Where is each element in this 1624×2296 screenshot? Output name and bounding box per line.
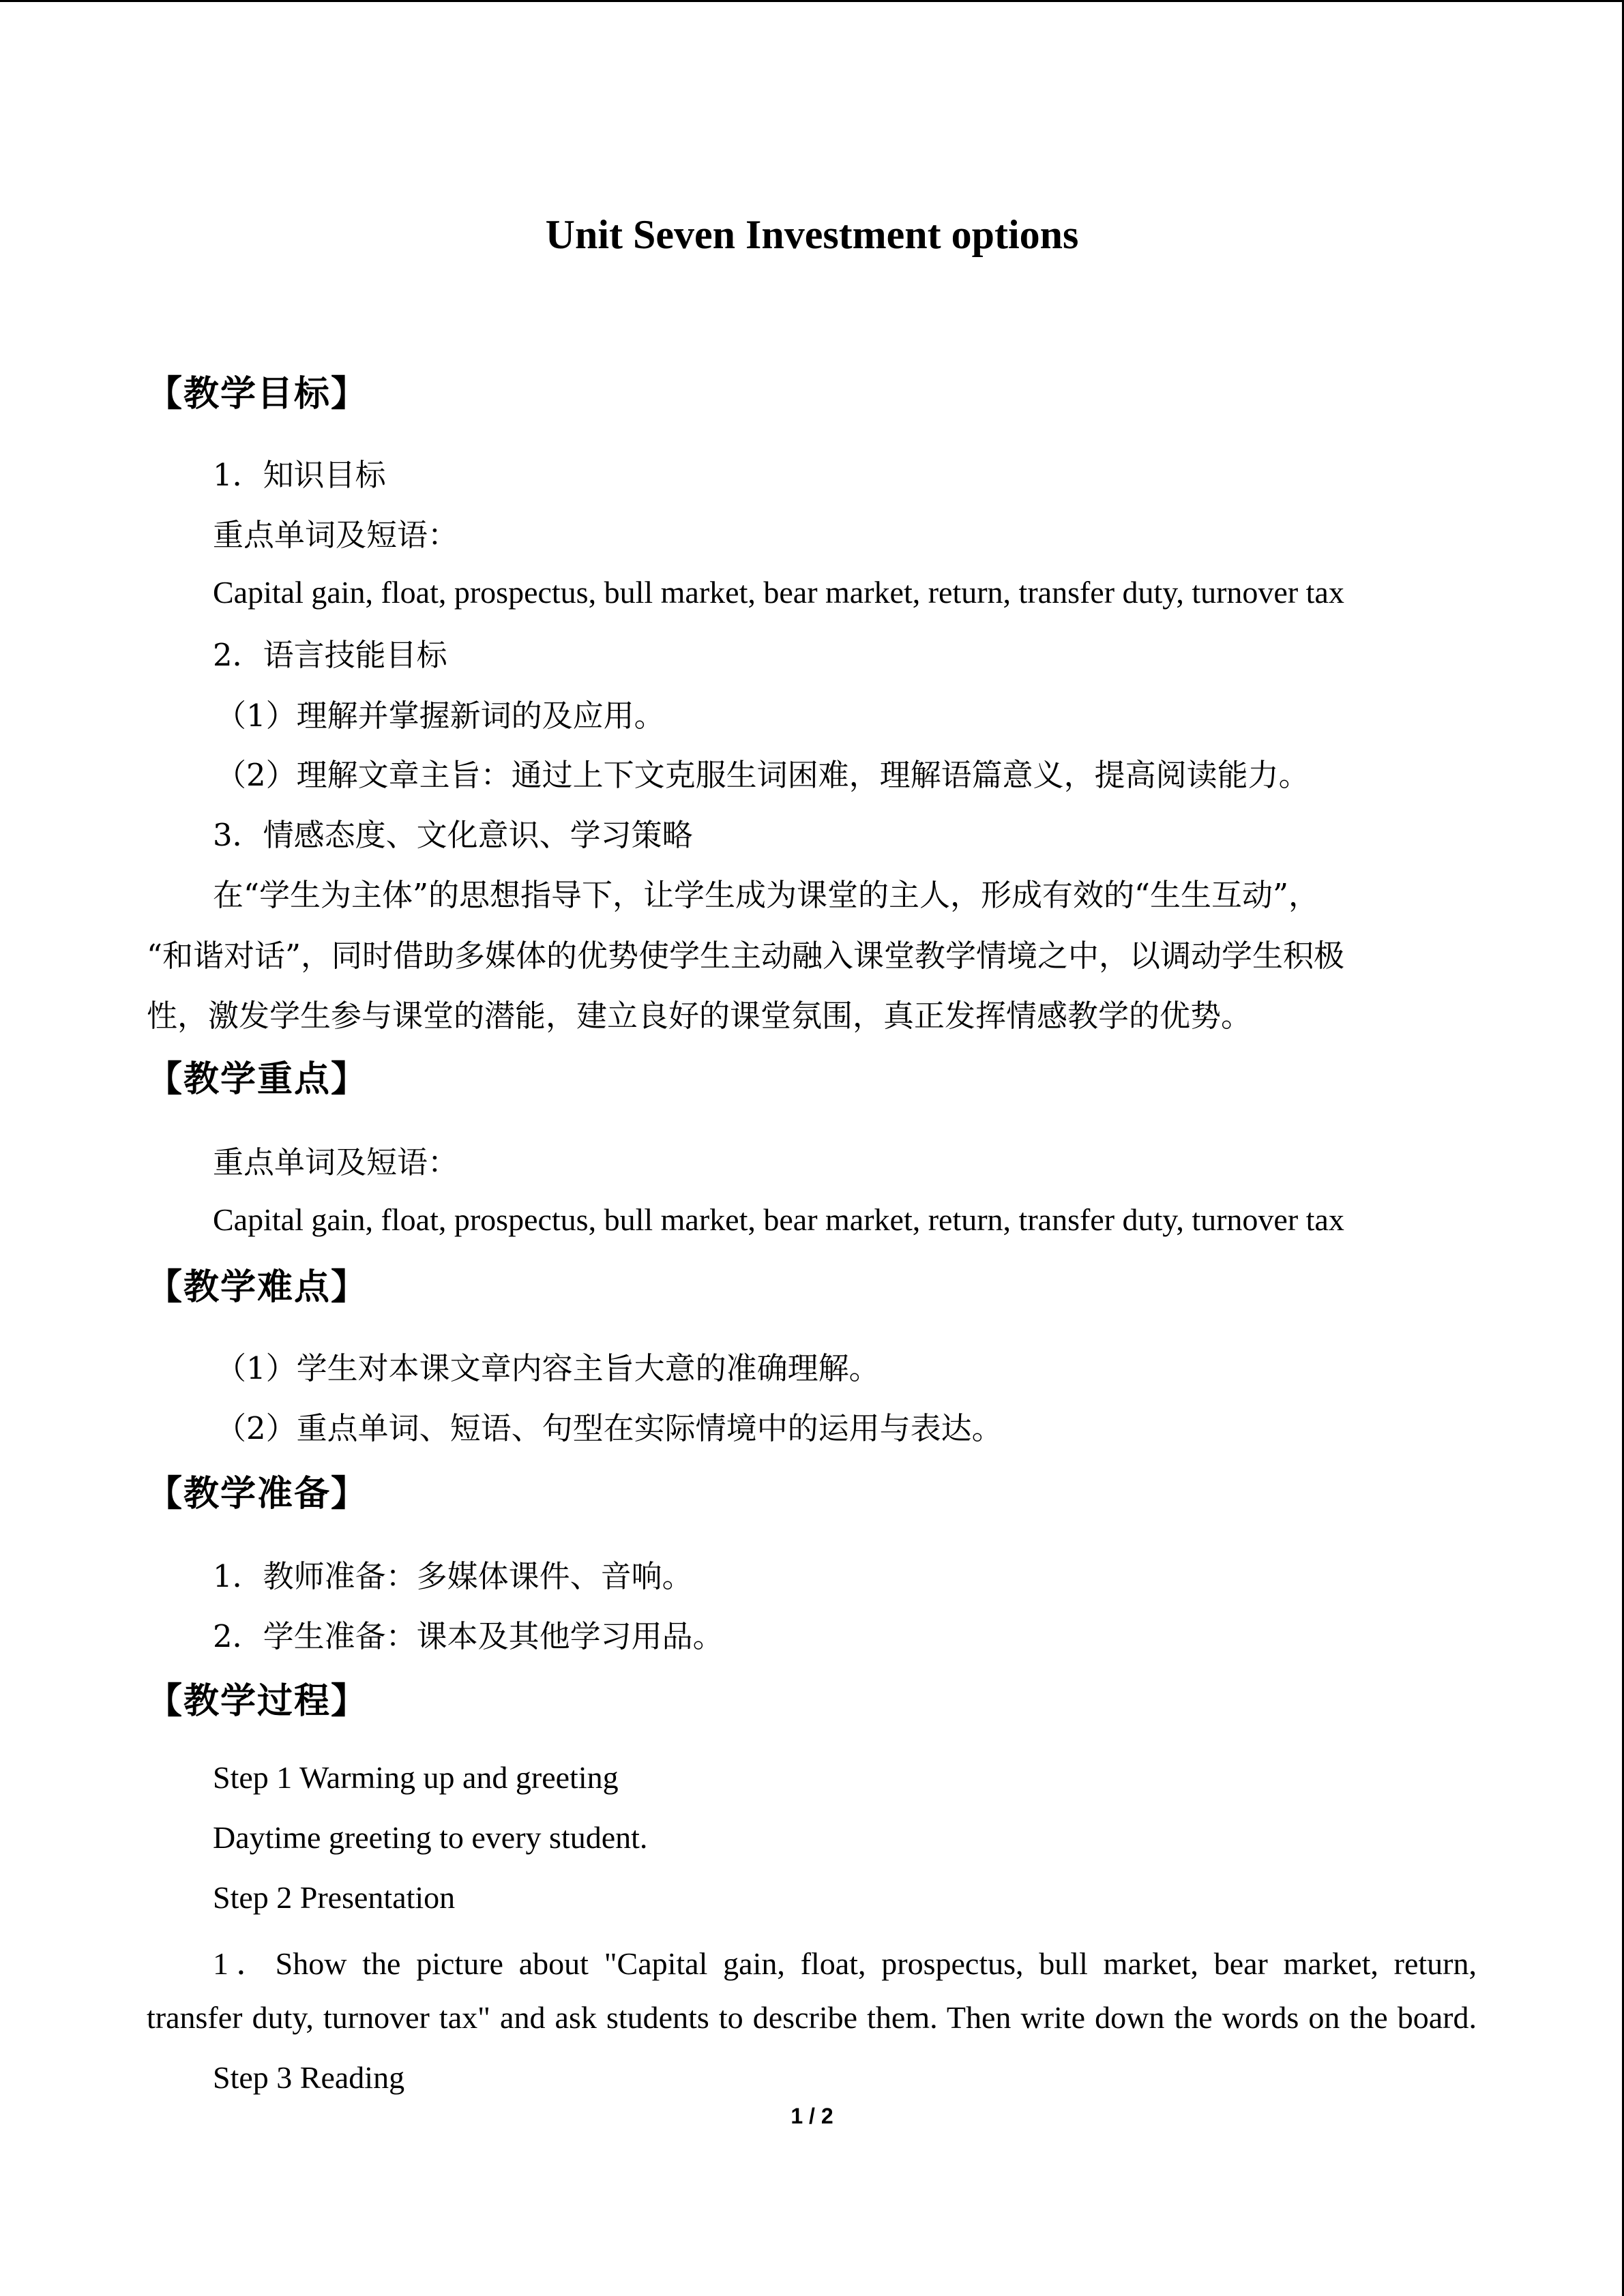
preparation-item-2: 2．学生准备：课本及其他学习用品。 — [213, 1618, 724, 1654]
skill-goal-item-2: （2）理解文章主旨：通过上下文克服生词困难，理解语篇意义，提高阅读能力。 — [216, 757, 1310, 793]
attitude-paragraph-line-3: 性，激发学生参与课堂的潜能，建立良好的课堂氛围，真正发挥情感教学的优势。 — [147, 998, 1252, 1034]
attitude-goal-title: 3．情感态度、文化意识、学习策略 — [213, 817, 693, 853]
step2-paragraph-line-2: transfer duty, turnover tax" and ask students to describe them. Then write down the words on the board. — [147, 2000, 1477, 2035]
attitude-paragraph-line-1: 在“学生为主体”的思想指导下，让学生成为课堂的主人，形成有效的“生生互动”， — [213, 877, 1320, 913]
step1-title: Step 1 Warming up and greeting — [213, 1760, 619, 1795]
heading-difficulties: 【教学难点】 — [147, 1267, 368, 1308]
step3-title: Step 3 Reading — [213, 2060, 405, 2095]
step2-title: Step 2 Presentation — [213, 1880, 456, 1915]
heading-objectives: 【教学目标】 — [147, 374, 368, 415]
preparation-item-1: 1．教师准备：多媒体课件、音响。 — [213, 1558, 693, 1594]
difficulty-item-2: （2）重点单词、短语、句型在实际情境中的运用与表达。 — [216, 1410, 1003, 1446]
vocab-label: 重点单词及短语： — [213, 517, 459, 553]
heading-preparation: 【教学准备】 — [147, 1474, 368, 1515]
knowledge-goal-title: 1．知识目标 — [213, 457, 386, 493]
attitude-paragraph-line-2: “和谐对话”，同时借助多媒体的优势使学生主动融入课堂教学情境之中，以调动学生积极 — [147, 938, 1345, 974]
step1-text: Daytime greeting to every student. — [213, 1820, 648, 1855]
page-number: 1 / 2 — [791, 2104, 833, 2128]
step2-paragraph-line-1: 1．Show the picture about "Capital gain, float, prospectus, bull market, bear market, return, — [213, 1946, 1477, 1981]
document-title: Unit Seven Investment options — [545, 212, 1079, 257]
difficulty-item-1: （1）学生对本课文章内容主旨大意的准确理解。 — [216, 1350, 880, 1386]
skill-goal-item-1: （1）理解并掌握新词的及应用。 — [216, 698, 665, 734]
key-vocab-label: 重点单词及短语： — [213, 1144, 459, 1180]
skill-goal-title: 2．语言技能目标 — [213, 637, 447, 673]
vocab-list: Capital gain, float, prospectus, bull market, bear market, return, transfer duty, turnover tax — [213, 575, 1344, 610]
key-vocab-list: Capital gain, float, prospectus, bull market, bear market, return, transfer duty, turnover tax — [213, 1202, 1344, 1237]
heading-process: 【教学过程】 — [147, 1681, 368, 1722]
heading-key-points: 【教学重点】 — [147, 1059, 368, 1100]
